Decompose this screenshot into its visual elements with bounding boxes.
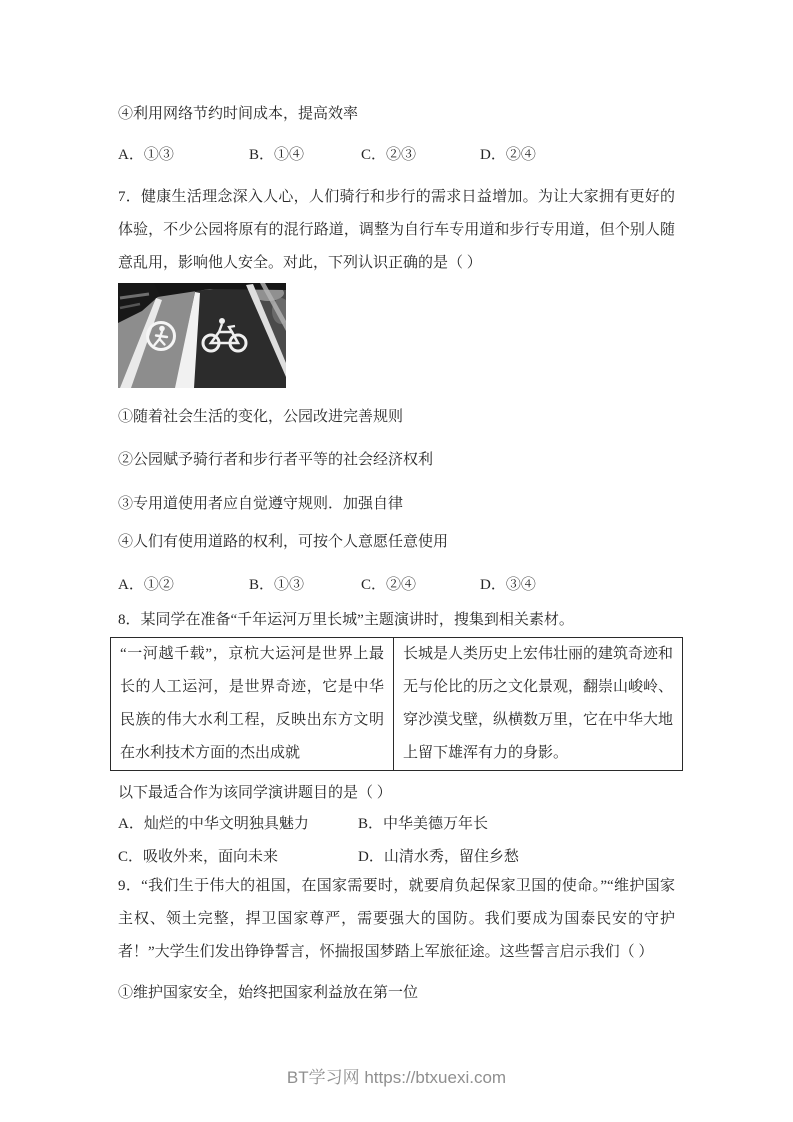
q8-table-cell-greatwall: 长城是人类历史上宏伟壮丽的建筑奇迹和无与伦比的历之文化景观，翻崇山峻岭、穿沙漠戈壁，纵横数万里，它在中华大地上留下雄浑有力的身影。 [394, 638, 683, 771]
q6-option-c: C．②③ [361, 147, 417, 163]
q8-options-row-1 [118, 808, 675, 841]
q7-statement-2: ②公园赋予骑行者和步行者平等的社会经济权利 [118, 452, 434, 468]
q7-statement-1: ①随着社会生活的变化，公园改进完善规则 [118, 409, 404, 425]
q9-stem: 9．“我们生于伟大的祖国，在国家需要时，就要肩负起保家卫国的使命。”“维护国家主权、领土完整，捍卫国家尊严，需要强大的国防。我们要成为国泰民安的守护者！”大学生们发出铮铮誓言，怀揣报国梦踏上军旅征途。这些誓言启示我们（ ） [118, 878, 675, 960]
q7-option-c: C．②④ [361, 577, 417, 593]
q6-options-row [118, 139, 675, 172]
site-watermark: BT学习网 https://btxuexi.com [286, 1068, 507, 1087]
q8-stem: 8．某同学在准备“千年运河万里长城”主题演讲时，搜集到相关素材。 [118, 612, 574, 628]
q9-statement-1: ①维护国家安全，始终把国家利益放在第一位 [118, 985, 419, 1001]
q7-stem: 7．健康生活理念深入人心，人们骑行和步行的需求日益增加。为让大家拥有更好的体验，不少公园将原有的混行路道，调整为自行车专用道和步行专用道，但个别人随意乱用，影响他人安全。对此，下列认识正确的是（ ） [118, 189, 675, 271]
q8-prompt: 以下最适合作为该同学演讲题目的是（ ） [118, 785, 392, 801]
q6-option-d: D．②④ [480, 147, 536, 163]
q8-option-b: B．中华美德万年长 [358, 816, 489, 832]
q8-option-d: D．山清水秀，留住乡愁 [358, 849, 519, 865]
q8-option-a: A．灿烂的中华文明独具魅力 [118, 816, 309, 832]
pedestrian-and-bicycle-lane-photo [118, 283, 286, 388]
q7-option-a: A．①② [118, 577, 174, 593]
q6-option-a: A．①③ [118, 147, 174, 163]
q7-options-row [118, 569, 675, 602]
q6-option-b: B．①④ [249, 147, 305, 163]
exam-content [118, 0, 675, 1122]
q8-materials-table [110, 637, 683, 771]
q7-statement-3: ③专用道使用者应自觉遵守规则．加强自律 [118, 496, 404, 512]
q7-option-b: B．①③ [249, 577, 305, 593]
q7-option-d: D．③④ [480, 577, 536, 593]
q7-statement-4: ④人们有使用道路的权利，可按个人意愿任意使用 [118, 534, 449, 550]
q8-option-c: C．吸收外来，面向未来 [118, 849, 279, 865]
q6-statement-4: ④利用网络节约时间成本，提高效率 [118, 106, 359, 122]
q8-table-cell-canal: “一河越千载”，京杭大运河是世界上最长的人工运河，是世界奇迹，它是中华民族的伟大水利工程，反映出东方文明在水利技术方面的杰出成就 [111, 638, 394, 771]
